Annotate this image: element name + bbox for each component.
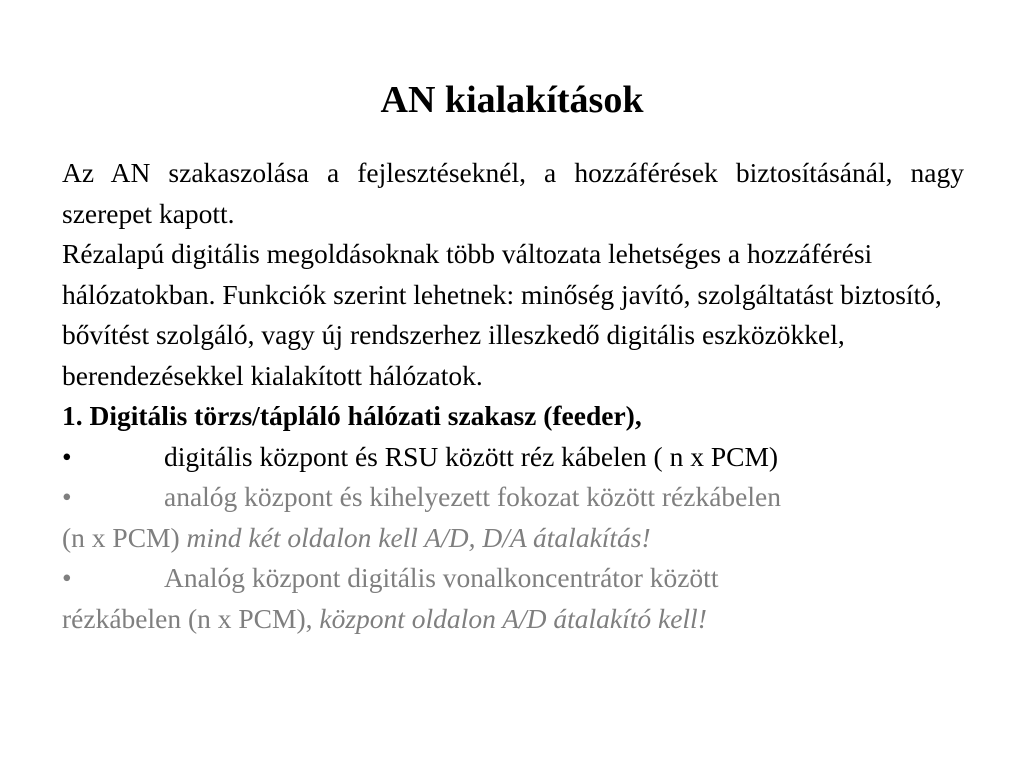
bullet-continuation-text: (n x PCM) bbox=[62, 521, 187, 553]
bullet-text: Analóg központ digitális vonalkoncentrátor között bbox=[164, 562, 719, 593]
section-heading: 1. Digitális törzs/tápláló hálózati szakasz (feeder), bbox=[62, 400, 642, 431]
bullet-continuation bbox=[62, 599, 964, 640]
bullet-item-1 bbox=[62, 437, 964, 478]
bullet-text: digitális központ és RSU között réz kábelen ( n x PCM) bbox=[164, 440, 779, 472]
bullet-icon: • bbox=[62, 481, 72, 512]
intro-paragraph-1: Az AN szakaszolása a fejlesztéseknél, a hozzáférések biztosításánál, nagy szerepet kapott. bbox=[62, 157, 964, 229]
bullet-icon: • bbox=[62, 440, 72, 472]
intro-paragraph-2: Rézalapú digitális megoldásoknak több változata lehetséges a hozzáférési hálózatokban. Funkciók szerint lehetnek: minőség javító, szolgáltatást biztosító, bővítést szolgáló, vagy új rendszerhez illeszkedő digitális eszközökkel, berendezésekkel kialakított hálózatok. bbox=[62, 238, 942, 391]
bullet-emphasis-text: központ oldalon A/D átalakító kell! bbox=[319, 602, 707, 634]
bullet-text: analóg központ és kihelyezett fokozat között rézkábelen bbox=[164, 481, 781, 512]
bullet-emphasis-text: mind két oldalon kell A/D, D/A átalakítás! bbox=[186, 521, 651, 553]
bullet-icon: • bbox=[62, 562, 72, 593]
bullet-item-2 bbox=[62, 477, 964, 558]
bullet-continuation-text: rézkábelen (n x PCM), bbox=[62, 602, 320, 634]
bullet-row bbox=[62, 437, 964, 478]
slide-body bbox=[62, 153, 964, 639]
bullet-continuation bbox=[62, 518, 964, 559]
bullet-row bbox=[62, 558, 964, 599]
bullet-row bbox=[62, 477, 964, 518]
bullet-item-3 bbox=[62, 558, 964, 639]
slide-title: AN kialakítások bbox=[380, 79, 644, 121]
